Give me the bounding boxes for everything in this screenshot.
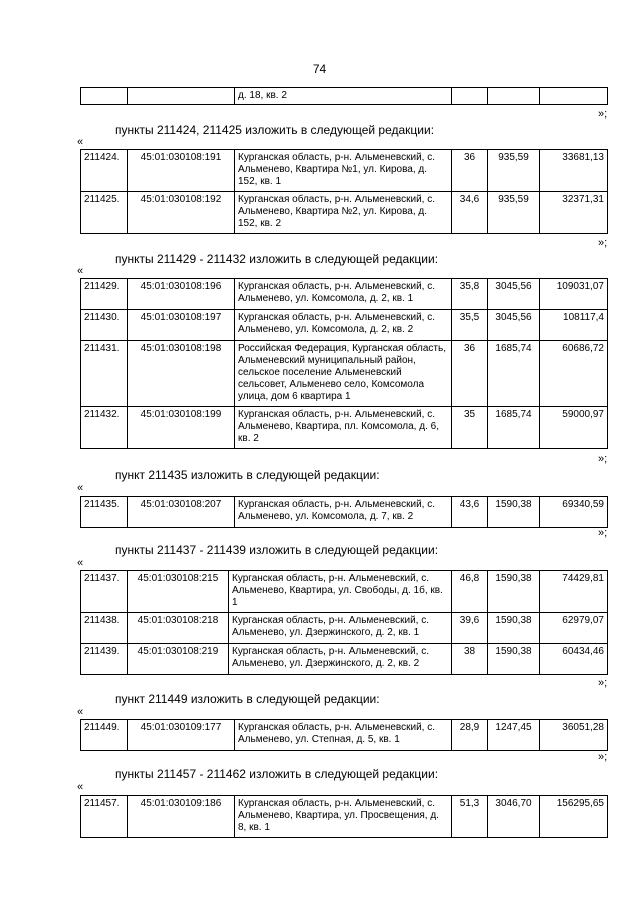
- row-number: 211432.: [81, 407, 128, 449]
- area: 39,6: [452, 613, 488, 644]
- address: Курганская область, р-н. Альменевский, с. Альменево, Квартира №2, ул. Кирова, д. 152, кв. 2: [235, 192, 452, 234]
- section-heading: пункты 211429 - 211432 изложить в следующей редакции:: [115, 252, 439, 266]
- address: Курганская область, р-н. Альменевский, с. Альменево, ул. Степная, д. 5, кв. 1: [235, 720, 452, 751]
- table-row: [81, 644, 608, 675]
- section-heading: пункты 211457 - 211462 изложить в следующей редакции:: [115, 767, 439, 781]
- cadastral-value: 60686,72: [540, 341, 608, 407]
- rate: 3045,56: [488, 279, 540, 310]
- area: 28,9: [452, 720, 488, 751]
- rate: 935,59: [488, 150, 540, 192]
- closing-quote: »;: [598, 527, 608, 539]
- page-number: 74: [312, 62, 327, 76]
- cadastral-value: 60434,46: [540, 644, 608, 675]
- table-row: [81, 613, 608, 644]
- opening-quote: «: [77, 482, 84, 494]
- table-row: [81, 497, 608, 528]
- section-heading: пункты 211424, 211425 изложить в следующей редакции:: [115, 123, 435, 137]
- cadastral-value: 69340,59: [540, 497, 608, 528]
- closing-quote: »;: [598, 453, 608, 465]
- table-row: [81, 796, 608, 838]
- table-row: [81, 341, 608, 407]
- rate: 1590,38: [488, 644, 540, 675]
- area: 34,6: [452, 192, 488, 234]
- row-number: 211449.: [81, 720, 128, 751]
- address: д. 18, кв. 2: [235, 88, 452, 105]
- rate: 1590,38: [488, 613, 540, 644]
- rate: 1685,74: [488, 341, 540, 407]
- address: Курганская область, р-н. Альменевский, с. Альменево, ул. Дзержинского, д. 2, кв. 2: [229, 644, 452, 675]
- cadastral-number: 45:01:030109:186: [128, 796, 235, 838]
- row-number: 211457.: [81, 796, 128, 838]
- cadastral-number: 45:01:030108:198: [128, 341, 235, 407]
- section-table: [80, 496, 608, 528]
- rate: 1590,38: [488, 497, 540, 528]
- section-table: [80, 149, 608, 234]
- section-table: [80, 570, 608, 675]
- area: 35,5: [452, 310, 488, 341]
- row-number: 211425.: [81, 192, 128, 234]
- cadastral-value: 74429,81: [540, 571, 608, 613]
- area: 46,8: [452, 571, 488, 613]
- area: 35: [452, 407, 488, 449]
- table-row: [81, 310, 608, 341]
- address: Курганская область, р-н. Альменевский, с. Альменево, Квартира, ул. Просвещения, д. 8, кв. 1: [235, 796, 452, 838]
- address: Курганская область, р-н. Альменевский, с. Альменево, Квартира №1, ул. Кирова, д. 152, кв. 1: [235, 150, 452, 192]
- cadastral-value: 108117,4: [540, 310, 608, 341]
- rate: [488, 88, 540, 105]
- address: Курганская область, р-н. Альменевский, с. Альменево, ул. Комсомола, д. 2, кв. 2: [235, 310, 452, 341]
- address: Курганская область, р-н. Альменевский, с. Альменево, ул. Дзержинского, д. 2, кв. 1: [229, 613, 452, 644]
- row-number: 211430.: [81, 310, 128, 341]
- section-table: [80, 795, 608, 838]
- section-table: [80, 719, 608, 751]
- cadastral-value: [540, 88, 608, 105]
- area: [452, 88, 488, 105]
- rate: 3045,56: [488, 310, 540, 341]
- area: 36: [452, 150, 488, 192]
- address: Российская Федерация, Курганская область, Альменевский муниципальный район, сельское поселение Альменевский сельсовет, Альменево село, Комсомола улица, дом 6 квартира 1: [235, 341, 452, 407]
- cadastral-value: 156295,65: [540, 796, 608, 838]
- cadastral-value: 62979,07: [540, 613, 608, 644]
- cadastral-value: 109031,07: [540, 279, 608, 310]
- address: Курганская область, р-н. Альменевский, с. Альменево, Квартира, пл. Комсомола, д. 6, кв. 2: [235, 407, 452, 449]
- address: Курганская область, р-н. Альменевский, с. Альменево, ул. Комсомола, д. 2, кв. 1: [235, 279, 452, 310]
- cadastral-value: 59000,97: [540, 407, 608, 449]
- area: 43,6: [452, 497, 488, 528]
- continuation-table: [80, 87, 608, 105]
- table-row: [81, 88, 608, 105]
- cadastral-number: 45:01:030108:218: [128, 613, 229, 644]
- closing-quote: »;: [598, 751, 608, 763]
- opening-quote: «: [77, 781, 84, 793]
- rate: 1590,38: [488, 571, 540, 613]
- table-row: [81, 150, 608, 192]
- opening-quote: «: [77, 557, 84, 569]
- opening-quote: «: [77, 265, 84, 277]
- cadastral-value: 33681,13: [540, 150, 608, 192]
- cadastral-number: 45:01:030108:191: [128, 150, 235, 192]
- closing-quote: »;: [598, 677, 608, 689]
- table-row: [81, 720, 608, 751]
- row-number: 211435.: [81, 497, 128, 528]
- closing-quote: »;: [598, 237, 608, 249]
- row-number: 211439.: [81, 644, 128, 675]
- rate: 3046,70: [488, 796, 540, 838]
- cadastral-number: 45:01:030108:196: [128, 279, 235, 310]
- cadastral-number: 45:01:030108:219: [128, 644, 229, 675]
- row-number: 211437.: [81, 571, 128, 613]
- table-row: [81, 192, 608, 234]
- cadastral-number: 45:01:030108:215: [128, 571, 229, 613]
- cadastral-number: [128, 88, 235, 105]
- area: 51,3: [452, 796, 488, 838]
- table-row: [81, 279, 608, 310]
- cadastral-number: 45:01:030108:197: [128, 310, 235, 341]
- closing-quote: »;: [598, 108, 608, 120]
- table-row: [81, 571, 608, 613]
- area: 35,8: [452, 279, 488, 310]
- address: Курганская область, р-н. Альменевский, с. Альменево, ул. Комсомола, д. 7, кв. 2: [235, 497, 452, 528]
- cadastral-number: 45:01:030108:192: [128, 192, 235, 234]
- section-table: [80, 278, 608, 449]
- table-row: [81, 407, 608, 449]
- cadastral-value: 36051,28: [540, 720, 608, 751]
- section-heading: пункты 211437 - 211439 изложить в следующей редакции:: [115, 543, 439, 557]
- area: 38: [452, 644, 488, 675]
- cadastral-value: 32371,31: [540, 192, 608, 234]
- address: Курганская область, р-н. Альменевский, с. Альменево, Квартира, ул. Свободы, д. 1б, кв. 1: [229, 571, 452, 613]
- opening-quote: «: [77, 136, 84, 148]
- row-number: 211429.: [81, 279, 128, 310]
- rate: 1247,45: [488, 720, 540, 751]
- row-number: [81, 88, 128, 105]
- area: 36: [452, 341, 488, 407]
- opening-quote: «: [77, 706, 84, 718]
- cadastral-number: 45:01:030108:199: [128, 407, 235, 449]
- cadastral-number: 45:01:030109:177: [128, 720, 235, 751]
- rate: 935,59: [488, 192, 540, 234]
- rate: 1685,74: [488, 407, 540, 449]
- row-number: 211431.: [81, 341, 128, 407]
- row-number: 211438.: [81, 613, 128, 644]
- section-heading: пункт 211435 изложить в следующей редакции:: [115, 468, 380, 482]
- row-number: 211424.: [81, 150, 128, 192]
- cadastral-number: 45:01:030108:207: [128, 497, 235, 528]
- section-heading: пункт 211449 изложить в следующей редакции:: [115, 692, 380, 706]
